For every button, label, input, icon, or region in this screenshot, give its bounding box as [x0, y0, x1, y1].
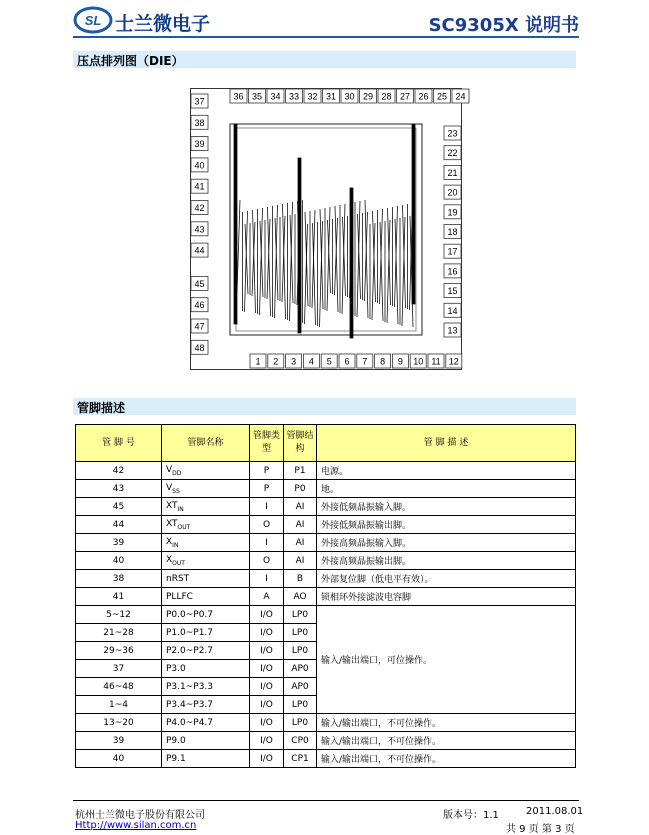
- pin-number-cell: 43: [76, 480, 162, 498]
- pin-number-cell: 29~36: [76, 642, 162, 660]
- pad-label: 36: [233, 91, 244, 102]
- table-row: [76, 588, 576, 606]
- pin-structure-cell: LP0: [284, 642, 317, 660]
- pin-structure-cell: CP0: [284, 732, 317, 750]
- pad-label: 23: [447, 128, 458, 139]
- header-pin-type: 管脚类型: [250, 425, 284, 462]
- pin-structure-cell: P1: [284, 462, 317, 480]
- release-date: 2011.08.01: [526, 806, 584, 817]
- pin-name: P3.1~P3.3: [166, 681, 214, 692]
- pad-label: 19: [447, 207, 458, 218]
- pin-name: P3.4~P3.7: [166, 699, 214, 710]
- table-row: [76, 714, 576, 732]
- pin-name: P2.0~P2.7: [166, 645, 214, 656]
- pin-name: P0.0~P0.7: [166, 609, 214, 620]
- pad-label: 3: [291, 356, 297, 367]
- pad-label: 28: [381, 91, 392, 102]
- pin-type-cell: I: [250, 570, 284, 588]
- pad-label: 31: [325, 91, 337, 102]
- pin-name: P9.0: [166, 735, 186, 746]
- pin-name: PLLFC: [166, 591, 193, 602]
- pin-type-cell: O: [250, 516, 284, 534]
- pad-label: 33: [288, 91, 300, 102]
- pin-name-subscript: DD: [172, 469, 182, 477]
- pad-label: 22: [447, 148, 458, 159]
- pad-label: 8: [380, 356, 386, 367]
- pin-number-cell: 1~4: [76, 696, 162, 714]
- header-divider: [73, 36, 579, 38]
- pad-label: 39: [194, 139, 205, 150]
- pad-label: 21: [447, 167, 458, 178]
- pad-label: 14: [447, 305, 458, 316]
- pin-name: P3.0: [166, 663, 186, 674]
- pin-number-cell: 44: [76, 516, 162, 534]
- pin-number-cell: 37: [76, 660, 162, 678]
- table-row: [76, 534, 576, 552]
- pin-name: nRST: [166, 573, 190, 584]
- pin-description-cell: 外接低频晶振输入脚。: [317, 498, 576, 516]
- pin-number-cell: 39: [76, 534, 162, 552]
- pin-name: P9.1: [166, 753, 186, 764]
- header-pin-structure: 管脚结构: [284, 425, 317, 462]
- pin-type-cell: I: [250, 534, 284, 552]
- pad-label: 5: [326, 356, 332, 367]
- pin-description-cell: 输入/输出端口，不可位操作。: [317, 714, 576, 732]
- pin-name-cell: [162, 660, 250, 678]
- table-row: [76, 462, 576, 480]
- page-number: 共 9 页 第 3 页: [506, 824, 575, 835]
- pin-structure-cell: AI: [284, 552, 317, 570]
- pad-label: 20: [447, 187, 458, 198]
- pad-label: 30: [344, 91, 355, 102]
- pin-description-cell: 外接低频晶振输出脚。: [317, 516, 576, 534]
- section-title: 管脚描述: [77, 401, 126, 415]
- pin-structure-cell: AI: [284, 516, 317, 534]
- pad-label: 4: [308, 356, 314, 367]
- pad-label: 7: [362, 356, 368, 367]
- pad-label: 26: [418, 91, 429, 102]
- silan-logo-icon: [73, 6, 113, 34]
- pin-type-cell: O: [250, 552, 284, 570]
- pin-name: X: [166, 554, 173, 565]
- pin-number-cell: 46~48: [76, 678, 162, 696]
- pin-number-cell: 40: [76, 552, 162, 570]
- pin-type-cell: I/O: [250, 750, 284, 768]
- pad-label: 25: [436, 91, 448, 102]
- pin-number-cell: 5~12: [76, 606, 162, 624]
- pin-name-cell: [162, 624, 250, 642]
- page-header: [73, 6, 579, 36]
- pin-name-cell: [162, 588, 250, 606]
- pad-label: 35: [251, 91, 263, 102]
- pin-type-cell: I/O: [250, 732, 284, 750]
- pin-name-cell: [162, 750, 250, 768]
- pad-label: 6: [344, 356, 350, 367]
- header-pin-description: 管 脚 描 述: [317, 425, 576, 462]
- pin-name-cell: [162, 480, 250, 498]
- pad-label: 10: [413, 356, 424, 367]
- header-pin-name: 管脚名称: [162, 425, 250, 462]
- pin-name-subscript: IN: [172, 541, 179, 549]
- pin-structure-cell: CP1: [284, 750, 317, 768]
- section-header-die: [73, 51, 576, 68]
- pin-structure-cell: LP0: [284, 696, 317, 714]
- pin-name-subscript: OUT: [172, 559, 185, 567]
- table-row: [76, 516, 576, 534]
- pin-description-cell: 输入/输出端口，不可位操作。: [317, 750, 576, 768]
- pin-name: V: [166, 464, 173, 475]
- pin-description-cell: 输入/输出端口，不可位操作。: [317, 732, 576, 750]
- pin-description-cell: 输入/输出端口，可位操作。: [317, 606, 576, 714]
- pin-name-cell: [162, 714, 250, 732]
- pad-label: 24: [455, 91, 466, 102]
- pin-description-cell: 外接高频晶振输入脚。: [317, 534, 576, 552]
- pin-structure-cell: P0: [284, 480, 317, 498]
- pad-label: 18: [447, 227, 458, 237]
- table-row: [76, 750, 576, 768]
- pin-type-cell: I/O: [250, 606, 284, 624]
- footer-company: 杭州士兰微电子股份有限公司: [75, 810, 205, 821]
- pin-name-subscript: SS: [172, 487, 180, 495]
- pad-label: 11: [431, 356, 441, 367]
- pin-structure-cell: AP0: [284, 660, 317, 678]
- pin-name-cell: [162, 696, 250, 714]
- pin-name-cell: [162, 570, 250, 588]
- pad-label: 38: [194, 117, 205, 128]
- pin-type-cell: P: [250, 462, 284, 480]
- pin-description-cell: 锁相环外接滤波电容脚: [317, 588, 576, 606]
- pin-name-cell: [162, 678, 250, 696]
- pad-label: 1: [255, 356, 261, 367]
- pin-name-cell: [162, 606, 250, 624]
- table-row: [76, 732, 576, 750]
- pin-number-cell: 41: [76, 588, 162, 606]
- section-title: 压点排列图（DIE）: [77, 54, 184, 68]
- pad-label: 29: [362, 91, 374, 102]
- pad-label: 16: [447, 266, 458, 277]
- pin-name: XT: [166, 518, 178, 529]
- die-pad-diagram: [190, 88, 466, 370]
- pin-description-cell: 外接高频晶振输出脚。: [317, 552, 576, 570]
- pin-name-subscript: IN: [177, 505, 184, 513]
- pad-label: 12: [448, 356, 459, 367]
- pin-type-cell: I/O: [250, 714, 284, 732]
- footer-divider: [73, 800, 579, 801]
- pin-number-cell: 45: [76, 498, 162, 516]
- section-header-pins: [73, 398, 576, 415]
- pin-structure-cell: AI: [284, 498, 317, 516]
- pin-type-cell: I/O: [250, 624, 284, 642]
- pad-label: 40: [194, 160, 205, 171]
- pin-structure-cell: AP0: [284, 678, 317, 696]
- header-pin-number: 管 脚 号: [76, 425, 162, 462]
- pin-name-subscript: OUT: [177, 523, 191, 531]
- pad-label: 37: [194, 96, 205, 107]
- website-link[interactable]: Http://www.silan.com.cn: [75, 820, 197, 831]
- pin-name: X: [166, 536, 173, 547]
- pin-number-cell: 13~20: [76, 714, 162, 732]
- pin-description-table: [75, 424, 576, 768]
- pin-name-cell: [162, 462, 250, 480]
- pad-label: 13: [447, 325, 458, 336]
- pad-label: 45: [194, 278, 205, 289]
- pad-label: 41: [194, 181, 205, 192]
- pad-label: 44: [194, 245, 205, 256]
- table-row: [76, 570, 576, 588]
- pad-label: 9: [397, 356, 403, 367]
- pin-name-cell: [162, 498, 250, 516]
- company-name: 士兰微电子: [115, 13, 211, 35]
- pin-number-cell: 40: [76, 750, 162, 768]
- pad-label: 15: [447, 286, 458, 297]
- pin-type-cell: I/O: [250, 696, 284, 714]
- pad-label: 27: [399, 91, 411, 102]
- pin-type-cell: I: [250, 498, 284, 516]
- pin-number-cell: 21~28: [76, 624, 162, 642]
- table-header-row: [76, 425, 576, 462]
- pad-label: 46: [194, 300, 205, 311]
- pin-type-cell: I/O: [250, 678, 284, 696]
- table-row: [76, 606, 576, 624]
- svg-text:SL: SL: [84, 13, 102, 28]
- pin-structure-cell: LP0: [284, 624, 317, 642]
- pin-number-cell: 39: [76, 732, 162, 750]
- pad-label: 48: [194, 342, 205, 353]
- version-number: 版本号：1.1: [443, 810, 499, 821]
- table-row: [76, 552, 576, 570]
- pin-number-cell: 42: [76, 462, 162, 480]
- pin-name: P4.0~P4.7: [166, 717, 214, 728]
- pin-name: P1.0~P1.7: [166, 627, 214, 638]
- pin-structure-cell: AI: [284, 534, 317, 552]
- pin-name-cell: [162, 732, 250, 750]
- document-title: SC9305X 说明书: [428, 15, 579, 36]
- pin-name-cell: [162, 534, 250, 552]
- table-row: [76, 498, 576, 516]
- pin-type-cell: I/O: [250, 660, 284, 678]
- pad-label: 43: [194, 224, 205, 235]
- pin-description-cell: 地。: [317, 480, 576, 498]
- pad-label: 42: [194, 203, 205, 213]
- pin-description-cell: 电源。: [317, 462, 576, 480]
- pin-description-cell: 外部复位脚（低电平有效）。: [317, 570, 576, 588]
- table-row: [76, 480, 576, 498]
- pin-type-cell: I/O: [250, 642, 284, 660]
- pad-label: 17: [447, 246, 458, 257]
- pin-type-cell: P: [250, 480, 284, 498]
- pad-label: 32: [307, 91, 318, 102]
- pin-name: XT: [166, 500, 178, 511]
- pin-name-cell: [162, 552, 250, 570]
- pin-type-cell: A: [250, 588, 284, 606]
- pin-structure-cell: LP0: [284, 606, 317, 624]
- pin-name: V: [166, 482, 173, 493]
- pin-structure-cell: B: [284, 570, 317, 588]
- pin-number-cell: 38: [76, 570, 162, 588]
- pad-label: 47: [194, 321, 205, 332]
- pin-name-cell: [162, 642, 250, 660]
- pad-label: 2: [273, 356, 279, 367]
- pad-label: 34: [270, 91, 281, 102]
- pin-name-cell: [162, 516, 250, 534]
- pin-structure-cell: AO: [284, 588, 317, 606]
- pin-structure-cell: LP0: [284, 714, 317, 732]
